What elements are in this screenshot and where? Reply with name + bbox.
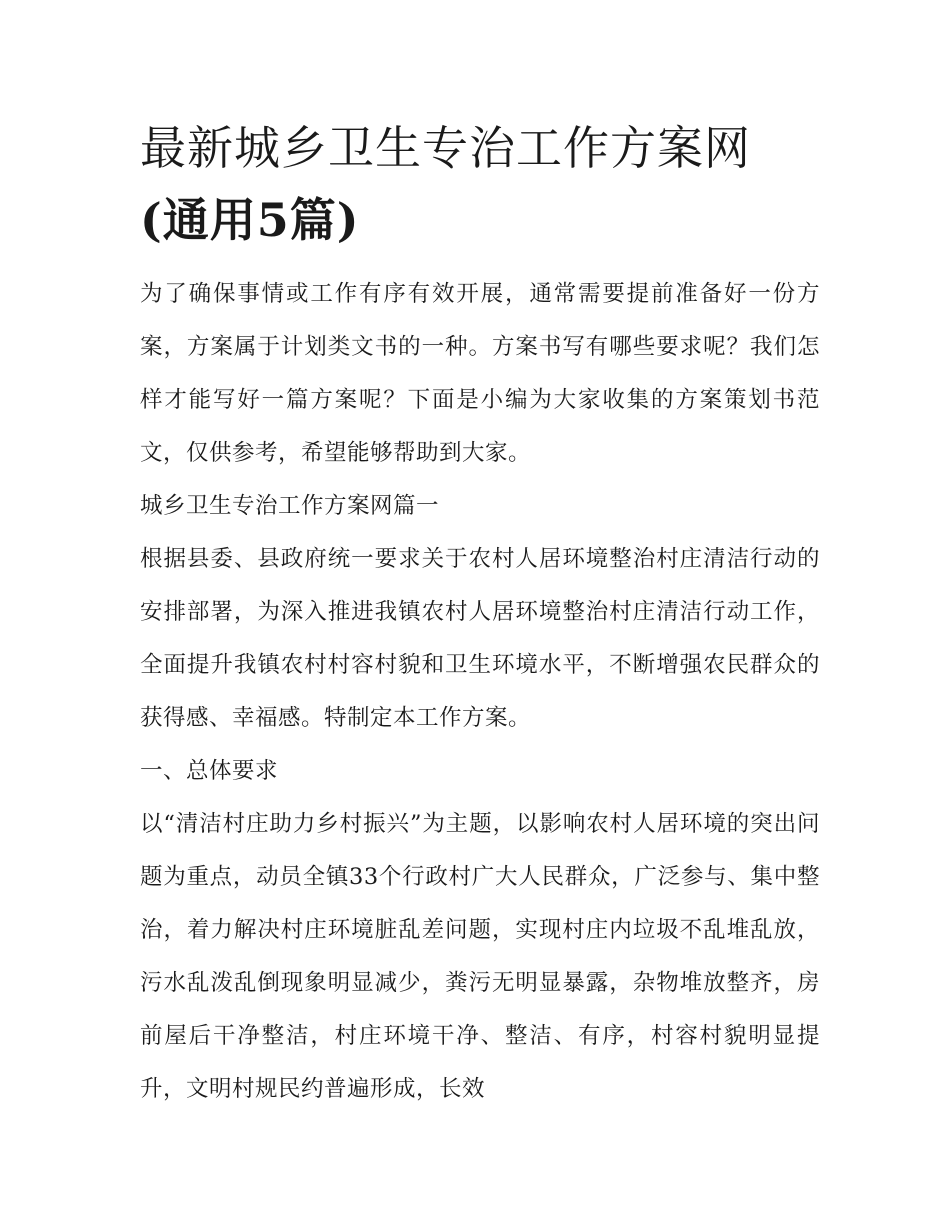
- body-paragraph: 根据县委、县政府统一要求关于农村人居环境整治村庄清洁行动的安排部署，为深入推进我镇农村人居环境整治村庄清洁行动工作，全面提升我镇农村村容村貌和卫生环境水平，不断增强农民群众的获得感、幸福感。特制定本工作方案。: [140, 546, 820, 731]
- subsection-heading: 一、总体要求: [140, 758, 279, 784]
- title-number: 5: [256, 193, 290, 247]
- intro-paragraph: 为了确保事情或工作有序有效开展，通常需要提前准备好一份方案，方案属于计划类文书的一种。方案书写有哪些要求呢？我们怎样才能写好一篇方案呢？下面是小编为大家收集的方案策划书范文，仅供参考，希望能够帮助到大家。: [140, 281, 820, 466]
- body-paragraph: 以“清洁村庄助力乡村振兴”为主题，以影响农村人居环境的突出问题为重点，动员全镇33个行政村广大人民群众，广泛参与、集中整治，着力解决村庄环境脏乱差问题，实现村庄内垃圾不乱堆乱放，污水乱泼乱倒现象明显减少，粪污无明显暴露，杂物堆放整齐，房前屋后干净整洁，村庄环境干净、整洁、有序，村容村貌明显提升，文明村规民约普遍形成，长效: [140, 811, 820, 1102]
- document-content: [140, 268, 820, 1116]
- section-heading: 城乡卫生专治工作方案网篇一: [140, 493, 440, 519]
- document-title: [140, 112, 820, 256]
- title-paren-open: (通用: [140, 193, 257, 247]
- title-line-1: 最新城乡卫生专治工作方案网: [140, 121, 751, 175]
- title-paren-close: 篇): [289, 193, 360, 247]
- document-body: [140, 112, 820, 1116]
